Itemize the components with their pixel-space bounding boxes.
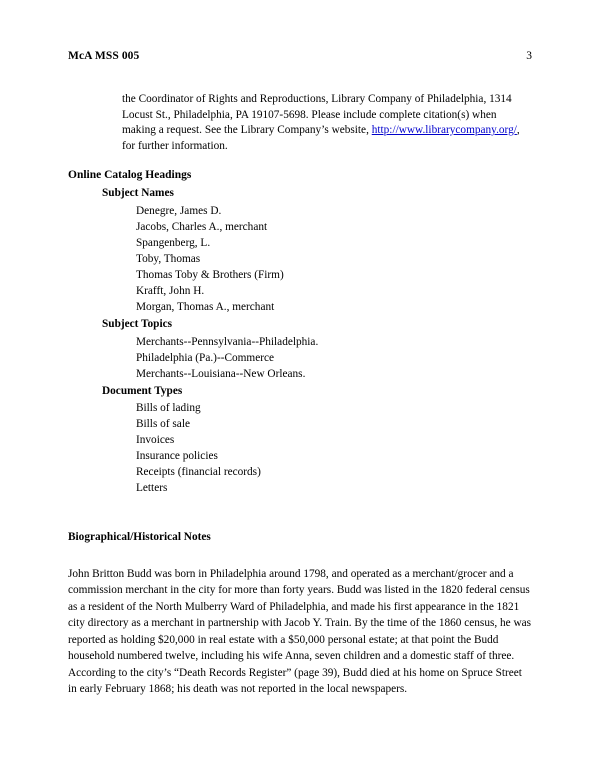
intro-text-after-link: , for further information. <box>122 124 520 152</box>
intro-text-before-link: the Coordinator of Rights and Reproductions, Library Company of Philadelphia, 1314 Locust St., Philadelphia, PA 19107-5698. Please include complete citation(s) when making a request. See the Library Company’s website, <box>122 93 512 137</box>
page-number: 3 <box>526 50 532 62</box>
list-item: Thomas Toby & Brothers (Firm) <box>136 268 284 281</box>
list-item: Krafft, John H. <box>136 284 205 297</box>
list-item: Bills of sale <box>136 418 190 431</box>
list-item: Invoices <box>136 434 175 447</box>
subject-names-heading: Subject Names <box>102 187 174 200</box>
list-item: Morgan, Thomas A., merchant <box>136 300 275 313</box>
rights-and-reproductions-paragraph <box>122 92 532 154</box>
online-catalog-headings-title: Online Catalog Headings <box>68 169 192 182</box>
subject-topics-heading: Subject Topics <box>102 317 172 330</box>
biographical-notes-paragraph: John Britton Budd was born in Philadelphia around 1798, and operated as a merchant/grocer and a commission merchant in the city for more than forty years. Budd was listed in the 1820 federal census as a resident of the North Mulberry Ward of Philadelphia, and made his first appearance in the 1821 city directory as a merchant in partnership with Jacob Y. Train. By the time of the 1860 census, he was reported as holding $20,000 in real estate with a $50,000 personal estate; at that point the Budd household numbered twelve, including his wife Anna, seven children and a domestic staff of three. According to the city’s “Death Records Register” (page 39), Budd died at his home on Spruce Street in early February 1868; his death was not reported in the local newspapers. <box>68 567 532 696</box>
list-item: Toby, Thomas <box>136 252 201 265</box>
list-item: Letters <box>136 482 168 495</box>
document-types-heading: Document Types <box>102 384 183 397</box>
list-item: Merchants--Pennsylvania--Philadelphia. <box>136 335 319 348</box>
list-item: Bills of lading <box>136 402 201 415</box>
list-item: Denegre, James D. <box>136 204 222 217</box>
list-item: Insurance policies <box>136 450 218 463</box>
library-company-website-link[interactable]: http://www.librarycompany.org/ <box>371 124 517 137</box>
collection-identifier: McA MSS 005 <box>68 50 140 62</box>
page-header <box>68 50 532 62</box>
list-item: Merchants--Louisiana--New Orleans. <box>136 367 306 380</box>
list-item: Jacobs, Charles A., merchant <box>136 220 268 233</box>
list-item: Receipts (financial records) <box>136 466 261 479</box>
list-item: Philadelphia (Pa.)--Commerce <box>136 351 275 364</box>
list-item: Spangenberg, L. <box>136 236 211 249</box>
document-body <box>68 92 532 698</box>
biographical-notes-heading: Biographical/Historical Notes <box>68 531 211 544</box>
